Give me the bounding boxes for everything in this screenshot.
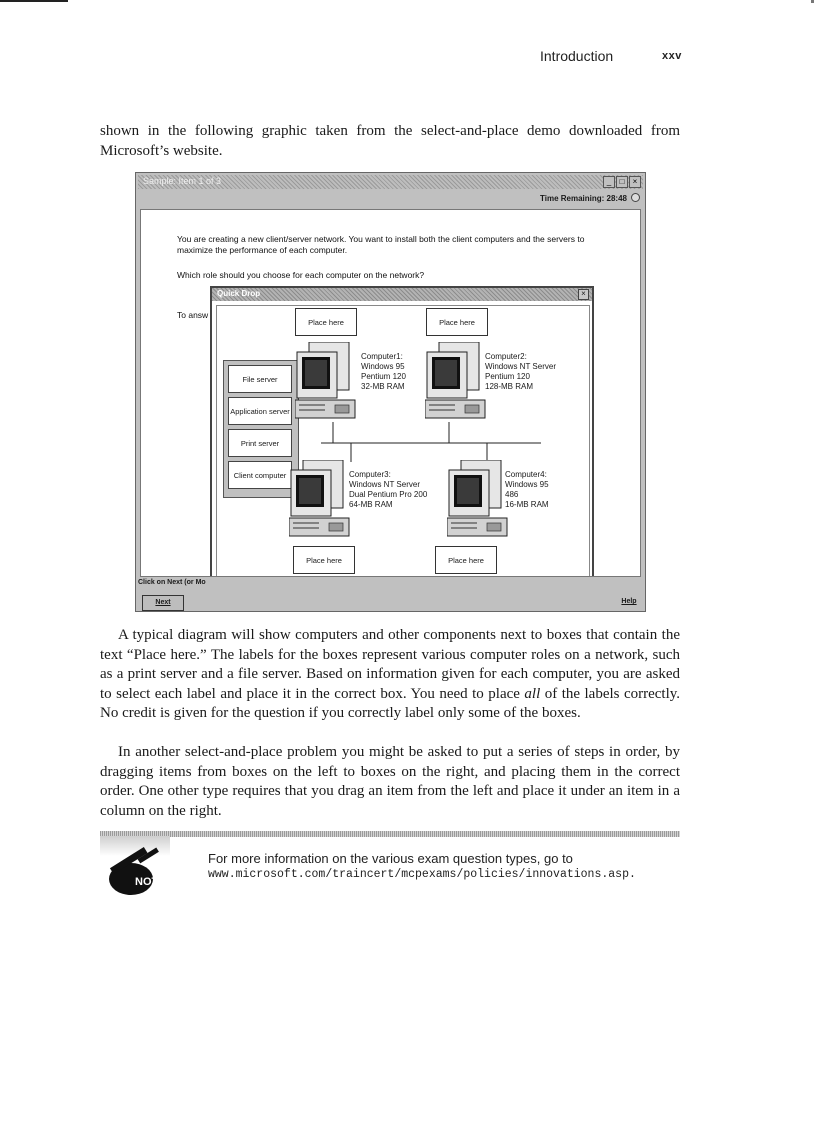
place-here-computer1[interactable]: Place here xyxy=(295,308,357,336)
question-line-4: To answ xyxy=(177,310,209,320)
computer3-name: Computer3: xyxy=(349,470,391,479)
computer1-os: Windows 95 xyxy=(361,362,405,371)
computer1-name: Computer1: xyxy=(361,352,403,361)
computer2-cpu: Pentium 120 xyxy=(485,372,530,381)
note-icon-label: NOTE xyxy=(135,876,166,888)
window-titlebar xyxy=(138,175,643,189)
clock-icon xyxy=(631,193,640,202)
corner-mark xyxy=(811,0,814,3)
place-here-computer3[interactable]: Place here xyxy=(293,546,355,574)
computer1-specs xyxy=(361,352,406,392)
computer4-name: Computer4: xyxy=(505,470,547,479)
running-head xyxy=(540,48,682,64)
computer4-icon xyxy=(447,460,509,538)
network-lines xyxy=(217,306,589,577)
minimize-button[interactable]: _ xyxy=(603,176,615,188)
computer4-os: Windows 95 xyxy=(505,480,549,489)
intro-paragraph: shown in the following graphic taken from the select-and-place demo downloaded from Microsoft’s website. xyxy=(100,123,680,159)
note-icon xyxy=(101,845,171,897)
help-button[interactable]: Help xyxy=(621,598,637,605)
maximize-button[interactable]: □ xyxy=(616,176,628,188)
note-text: For more information on the various exam question types, go to xyxy=(208,851,573,866)
window-title: Sample: Item 1 of 3 xyxy=(143,176,222,186)
dialog-close-button[interactable]: × xyxy=(578,289,589,300)
computer3-icon xyxy=(289,460,351,538)
role-client-computer[interactable]: Client computer xyxy=(228,461,292,489)
page-number: xxv xyxy=(662,50,682,62)
time-strip xyxy=(138,190,643,207)
window-controls xyxy=(603,176,641,188)
computer3-cpu: Dual Pentium Pro 200 xyxy=(349,490,428,499)
body-paragraph-1 xyxy=(100,626,680,724)
question-line-1: You are creating a new client/server network. You want to install both the client computers and the servers to xyxy=(177,234,585,244)
dialog-canvas xyxy=(216,305,590,577)
computer1-ram: 32-MB RAM xyxy=(361,382,405,391)
computer4-ram: 16-MB RAM xyxy=(505,500,549,509)
question-line-2: maximize the performance of each computer. xyxy=(177,245,348,255)
computer4-specs xyxy=(505,470,549,510)
footer-hint: Click on Next (or Mo xyxy=(138,579,206,586)
role-application-server[interactable]: Application server xyxy=(228,397,292,425)
computer1-cpu: Pentium 120 xyxy=(361,372,406,381)
role-print-server[interactable]: Print server xyxy=(228,429,292,457)
p1-end: of the labels correctly. No credit is given for the question if you correctly label only some of the boxes. xyxy=(100,685,681,721)
p1-emphasis: all xyxy=(524,685,541,702)
time-remaining: Time Remaining: 28:48 xyxy=(540,194,627,203)
computer3-os: Windows NT Server xyxy=(349,480,420,489)
computer2-os: Windows NT Server xyxy=(485,362,556,371)
note-rule xyxy=(100,831,680,837)
place-here-computer2[interactable]: Place here xyxy=(426,308,488,336)
close-button[interactable]: × xyxy=(629,176,641,188)
p1-text: A typical diagram will show computers and other components next to boxes that contain the text “Place here.” The labels for the boxes represent various computer roles on a network, such as a print server and a file server. Based on information given for each computer, you are asked to select each label and place it in the correct box. You need to place xyxy=(100,627,680,702)
place-here-computer4[interactable]: Place here xyxy=(435,546,497,574)
dialog-titlebar xyxy=(212,288,592,301)
top-rule xyxy=(0,0,68,2)
computer2-name: Computer2: xyxy=(485,352,527,361)
section-title: Introduction xyxy=(540,48,614,64)
computer1-icon xyxy=(295,342,357,420)
computer2-icon xyxy=(425,342,487,420)
question-line-3: Which role should you choose for each computer on the network? xyxy=(177,270,425,280)
computer3-ram: 64-MB RAM xyxy=(349,500,393,509)
computer4-cpu: 486 xyxy=(505,490,519,499)
dialog-title: Quick Drop xyxy=(217,289,261,298)
body-paragraph-2: In another select-and-place problem you might be asked to put a series of steps in order, by dragging items from boxes on the left to boxes on the right, and placing them in the correct order. One other type requires that you drag an item from the left and place it under an item in a column on the right. xyxy=(100,744,680,819)
computer2-ram: 128-MB RAM xyxy=(485,382,534,391)
computer3-specs xyxy=(349,470,427,510)
role-file-server[interactable]: File server xyxy=(228,365,292,393)
quick-drop-dialog xyxy=(210,286,594,577)
question-panel xyxy=(140,209,641,577)
computer2-specs xyxy=(485,352,556,392)
next-button[interactable]: Next xyxy=(142,595,184,611)
screenshot-figure xyxy=(135,172,646,612)
note-url[interactable]: www.microsoft.com/traincert/mcpexams/policies/innovations.asp. xyxy=(208,868,636,881)
